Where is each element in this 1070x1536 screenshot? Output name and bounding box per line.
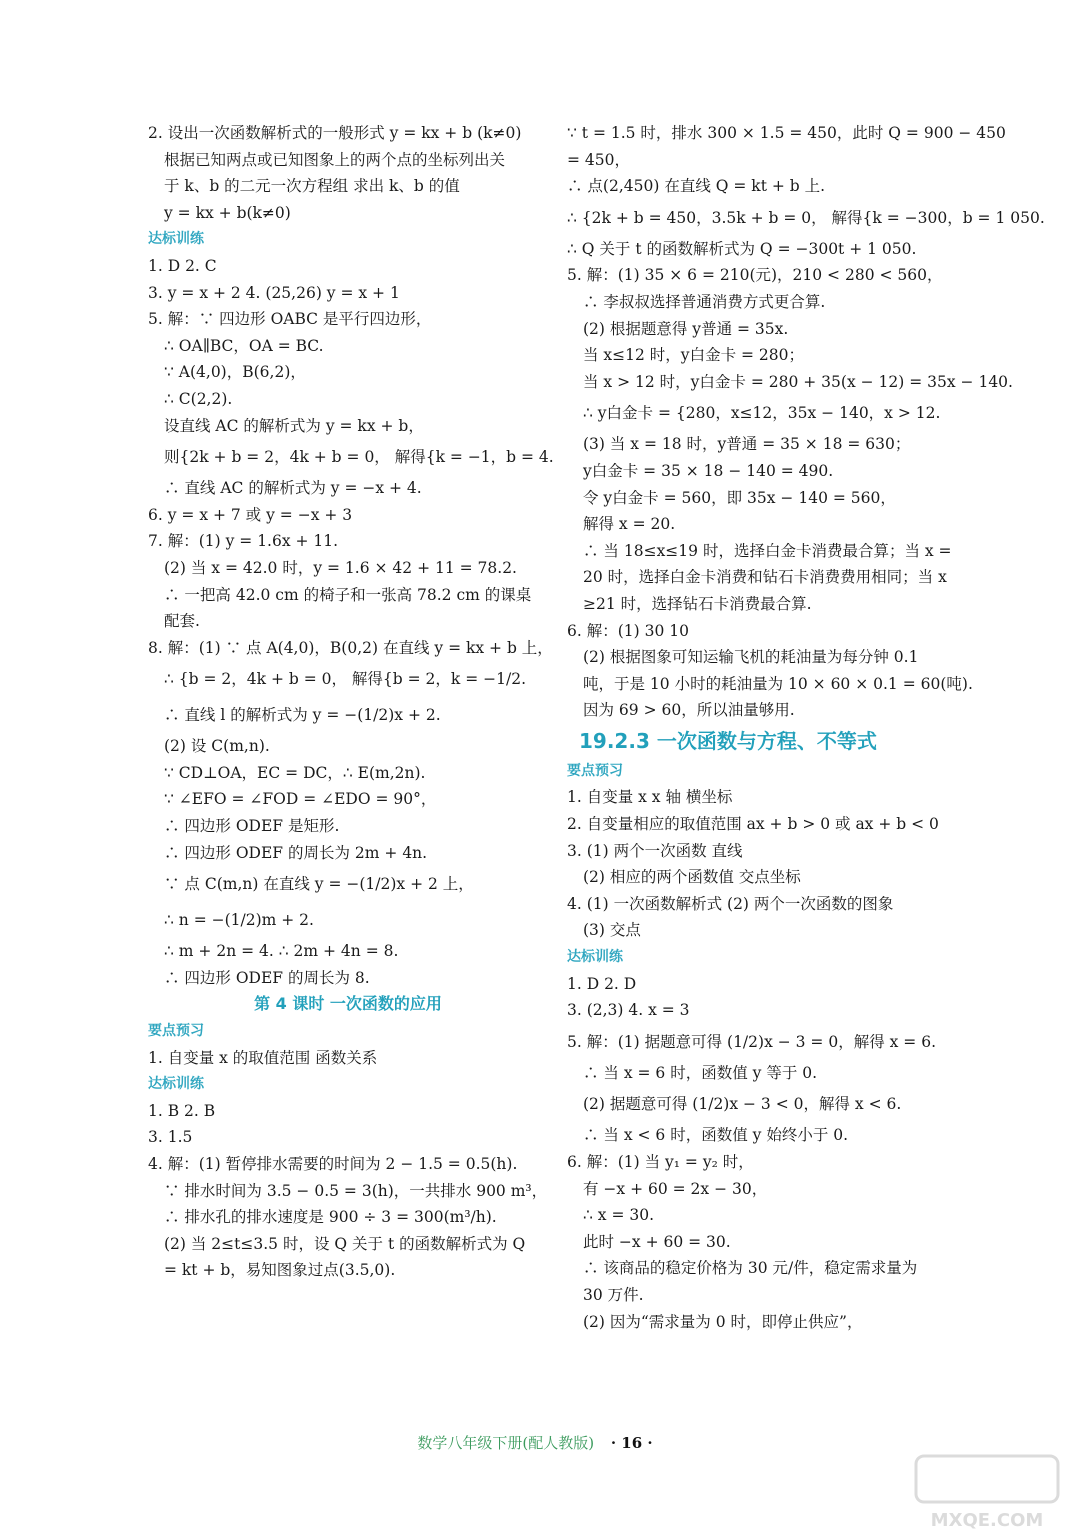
left-line: ∴ 四边形 ODEF 的周长为 8. [164,968,370,987]
left-line: ∵ A(4,0)，B(6,2)， [164,363,306,382]
right-line: y白金卡 = 35 × 18 − 140 = 490. [583,461,834,480]
right-line: 1. 自变量 x x 轴 横坐标 [567,788,733,807]
right-line: 当 x > 12 时，y白金卡 = 280 + 35(x − 12) = 35x − 140. [583,372,1013,391]
right-line: (3) 当 x = 18 时，y普通 = 35 × 18 = 630； [583,435,911,454]
right-line: 5. 解：(1) 35 × 6 = 210(元)，210 < 280 < 560， [567,266,943,285]
left-line: 达标训练 [148,231,204,248]
right-line: 令 y白金卡 = 560，即 35x − 140 = 560， [583,488,896,507]
right-line: ∴ Q 关于 t 的函数解析式为 Q = −300t + 1 050. [567,239,917,258]
right-line: (2) 根据题意得 y普通 = 35x. [583,319,789,338]
book-title: 数学八年级下册(配人教版) [417,1434,595,1452]
right-line: (2) 因为“需求量为 0 时，即停止供应”， [583,1312,863,1331]
left-line: ∵ CD⊥OA，EC = DC，∴ E(m,2n). [164,763,426,782]
left-line: 1. 自变量 x 的取值范围 函数关系 [148,1048,378,1067]
right-line: 20 时，选择白金卡消费和钻石卡消费费用相同；当 x [583,568,947,587]
left-line: 第 4 课时 一次函数的应用 [254,994,442,1014]
right-line: 当 x≤12 时，y白金卡 = 280； [583,346,804,365]
left-line: 4. 解：(1) 暂停排水需要的时间为 2 − 1.5 = 0.5(h). [148,1155,518,1173]
right-line: 有 −x + 60 = 2x − 30， [583,1179,768,1198]
left-line: ∴ {b = 2，4k + b = 0， 解得{b = 2，k = −1/2. [164,670,527,689]
right-line: 2. 自变量相应的取值范围 ax + b > 0 或 ax + b < 0 [567,815,939,834]
left-line: (2) 当 2≤t≤3.5 时，设 Q 关于 t 的函数解析式为 Q [164,1234,526,1253]
right-line: (3) 交点 [583,921,641,940]
right-line: ∴ 当 18≤x≤19 时，选择白金卡消费最合算；当 x = [583,541,952,560]
left-line: 8. 解：(1) ∵ 点 A(4,0)，B(0,2) 在直线 y = kx + b 上， [148,638,553,657]
right-line: 6. 解：(1) 30 10 [567,621,689,640]
left-line: 1. D 2. C [148,256,217,275]
right-column [567,120,1045,1335]
left-line: 5. 解：∵ 四边形 OABC 是平行四边形， [148,310,432,329]
left-line: ∴ C(2,2). [164,389,233,408]
left-line: 7. 解：(1) y = 1.6x + 11. [148,532,339,551]
page-footer [0,1432,1070,1453]
right-line: (2) 相应的两个函数值 交点坐标 [583,868,801,887]
left-line: ∴ 直线 AC 的解析式为 y = −x + 4. [164,479,422,498]
left-line: (2) 设 C(m,n). [164,737,270,756]
page-number: · 16 · [610,1434,653,1452]
right-line: 19.2.3 一次函数与方程、不等式 [579,728,877,753]
left-line: ∴ 一把高 42.0 cm 的椅子和一张高 78.2 cm 的课桌 [164,585,532,604]
right-line: ∴ x = 30. [583,1206,655,1225]
right-line: 因为 69 > 60，所以油量够用. [583,701,795,720]
right-line: ∴ 当 x = 6 时，函数值 y 等于 0. [583,1063,818,1082]
left-line: ∴ 四边形 ODEF 是矩形. [164,817,340,836]
right-line: ∴ 李叔叔选择普通消费方式更合算. [583,292,826,311]
watermark-logo-icon [912,1452,1062,1532]
right-line: (2) 据题意可得 (1/2)x − 3 < 0，解得 x < 6. [583,1095,902,1114]
right-line: ∴ {2k + b = 450，3.5k + b = 0， 解得{k = −300，b = 1 050. [567,208,1045,227]
right-line: ∴ y白金卡 = {280，x≤12，35x − 140，x > 12. [583,404,941,423]
left-line: 2. 设出一次函数解析式的一般形式 y = kx + b (k≠0) [148,124,522,142]
right-line: ∵ t = 1.5 时，排水 300 × 1.5 = 450，此时 Q = 900 − 450 [567,124,1006,142]
right-line: 要点预习 [567,762,623,779]
right-line: 5. 解：(1) 据题意可得 (1/2)x − 3 = 0，解得 x = 6. [567,1032,937,1051]
left-line: 则{2k + b = 2，4k + b = 0， 解得{k = −1，b = 4. [164,448,554,467]
left-line: = kt + b，易知图象过点(3.5,0). [164,1261,396,1280]
left-line: 6. y = x + 7 或 y = −x + 3 [148,505,353,524]
right-line: 解得 x = 20. [583,515,676,534]
right-line: 6. 解：(1) 当 y₁ = y₂ 时， [567,1153,754,1171]
left-line: 配套. [164,612,200,631]
watermark-text: MXQE.COM [930,1510,1044,1531]
left-line: 于 k、b 的二元一次方程组 求出 k、b 的值 [164,177,460,196]
watermark-logo [912,1452,1062,1532]
left-line: 要点预习 [148,1023,204,1040]
right-line: 此时 −x + 60 = 30. [583,1232,731,1251]
left-line: 3. 1.5 [148,1128,193,1147]
left-column [148,120,554,1284]
left-line: 达标训练 [148,1076,204,1093]
left-line: 1. B 2. B [148,1101,216,1120]
left-line: ∴ 四边形 ODEF 的周长为 2m + 4n. [164,843,428,862]
left-line: 3. y = x + 2 4. (25,26) y = x + 1 [148,283,400,302]
left-line: (2) 当 x = 42.0 时，y = 1.6 × 42 + 11 = 78.2. [164,558,517,577]
left-line: ∴ 直线 l 的解析式为 y = −(1/2)x + 2. [164,706,441,725]
right-line: 3. (1) 两个一次函数 直线 [567,841,743,860]
right-line: 1. D 2. D [567,974,637,993]
left-line: ∴ OA∥BC，OA = BC. [164,336,324,355]
left-line: ∴ m + 2n = 4. ∴ 2m + 4n = 8. [164,942,399,961]
right-line: 3. (2,3) 4. x = 3 [567,1001,690,1020]
right-line: 达标训练 [567,949,623,966]
left-line: ∴ 排水孔的排水速度是 900 ÷ 3 = 300(m³/h). [164,1208,497,1227]
left-line: ∴ n = −(1/2)m + 2. [164,911,314,930]
left-line: y = kx + b(k≠0) [164,203,291,222]
left-line: ∵ 点 C(m,n) 在直线 y = −(1/2)x + 2 上， [164,875,474,894]
left-line: 设直线 AC 的解析式为 y = kx + b， [164,416,424,435]
left-line: 根据已知两点或已知图象上的两个点的坐标列出关 [164,150,506,169]
right-line: = 450， [567,150,630,169]
right-line: 4. (1) 一次函数解析式 (2) 两个一次函数的图象 [567,894,894,913]
right-line: 30 万件. [583,1285,644,1304]
right-line: ∴ 该商品的稳定价格为 30 元/件，稳定需求量为 [583,1259,918,1278]
right-line: ∴ 当 x < 6 时，函数值 y 始终小于 0. [583,1126,849,1145]
left-line: ∵ 排水时间为 3.5 − 0.5 = 3(h)，一共排水 900 m³， [164,1181,548,1200]
right-line: ∴ 点(2,450) 在直线 Q = kt + b 上. [567,177,826,196]
right-line: ≥21 时，选择钻石卡消费最合算. [583,594,812,613]
right-line: 吨，于是 10 小时的耗油量为 10 × 60 × 0.1 = 60(吨). [583,674,973,693]
right-line: (2) 根据图象可知运输飞机的耗油量为每分钟 0.1 [583,648,919,667]
left-line: ∵ ∠EFO = ∠FOD = ∠EDO = 90°， [164,790,437,809]
